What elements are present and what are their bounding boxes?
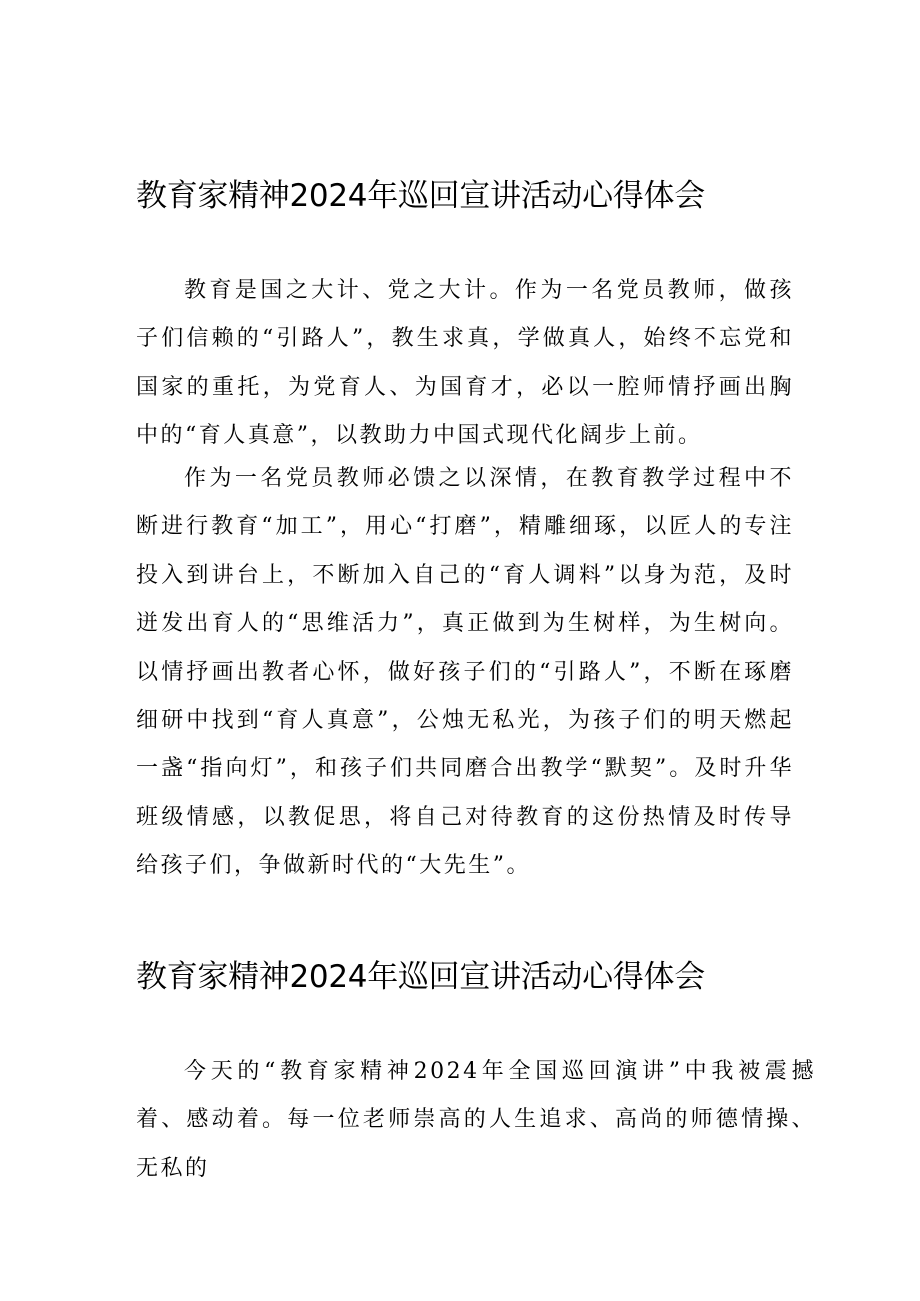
paragraph: 今天的“教育家精神2024年全国巡回演讲”中我被震撼着、感动着。每一位老师崇高的人生追求、高尚的师德情操、无私的 [136, 1059, 816, 1181]
section-title: 教育家精神2024年巡回宣讲活动心得体会 [136, 178, 705, 214]
paragraph: 作为一名党员教师必馈之以深情，在教育教学过程中不断进行教育“加工”，用心“打磨”，精雕细琢，以匠人的专注投入到讲台上，不断加入自己的“育人调料”以身为范，及时迸发出育人的“思维活力”，真正做到为生树样，为生树向。以情抒画出教者心怀，做好孩子们的“引路人”，不断在琢磨细研中找到“育人真意”，公烛无私光，为孩子们的明天燃起一盏“指向灯”，和孩子们共同磨合出教学“默契”。及时升华班级情感，以教促思，将自己对待教育的这份热情及时传导给孩子们，争做新时代的“大先生”。 [136, 466, 794, 879]
section-title: 教育家精神2024年巡回宣讲活动心得体会 [136, 959, 705, 995]
paragraph: 教育是国之大计、党之大计。作为一名党员教师，做孩子们信赖的“引路人”，教生求真，学做真人，始终不忘党和国家的重托，为党育人、为国育才，必以一腔师情抒画出胸中的“育人真意”，以教助力中国式现代化阔步上前。 [136, 278, 794, 449]
